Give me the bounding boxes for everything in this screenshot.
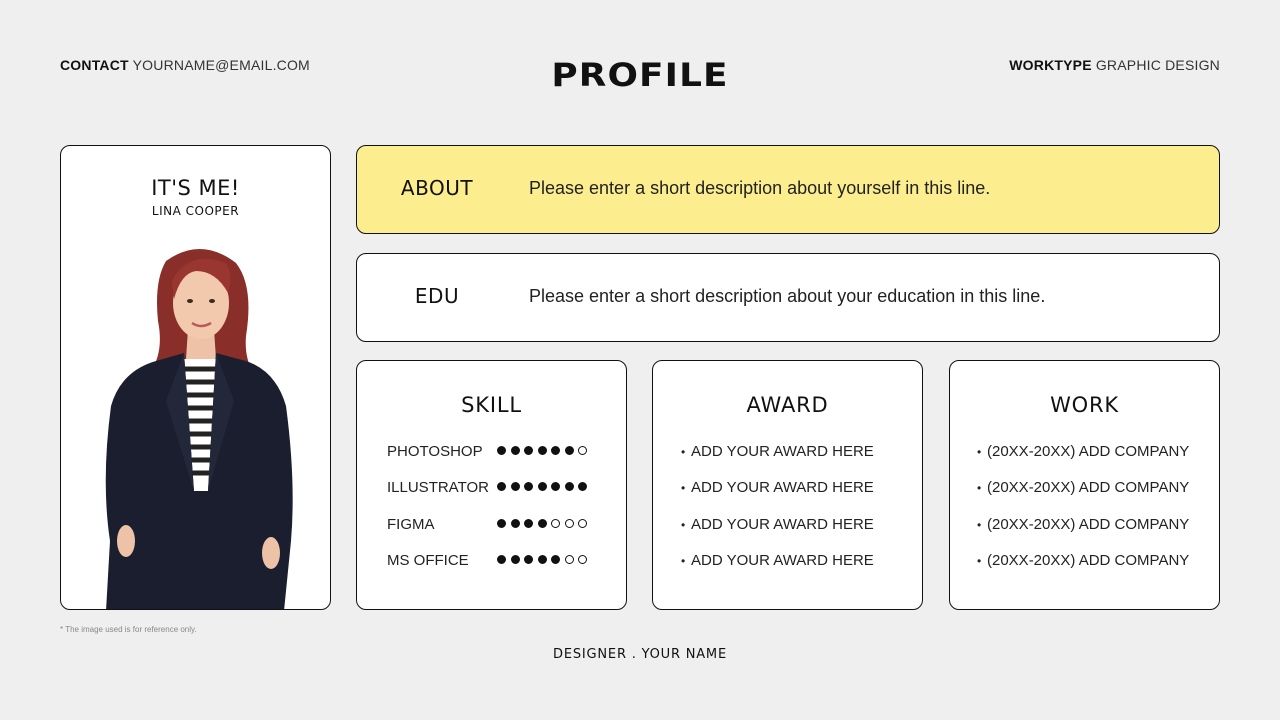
contact-label: CONTACT (60, 57, 129, 73)
skill-name: MS OFFICE (387, 551, 469, 569)
bullet-icon: • (681, 445, 686, 459)
work-card (949, 360, 1220, 610)
worktype-info (1009, 57, 1220, 73)
award-title: AWARD (746, 393, 829, 417)
award-item[interactable]: ADD YOUR AWARD HERE (691, 515, 874, 533)
skill-rating (497, 555, 587, 564)
award-item[interactable]: ADD YOUR AWARD HERE (691, 479, 874, 497)
rating-dot-empty (565, 555, 574, 564)
rating-dot-empty (578, 519, 587, 528)
rating-dot-empty (565, 519, 574, 528)
award-item[interactable]: ADD YOUR AWARD HERE (691, 443, 874, 460)
rating-dot-filled (524, 482, 533, 491)
page-title: PROFILE (551, 56, 729, 94)
about-card (356, 145, 1220, 234)
rating-dot-filled (551, 446, 560, 455)
award-item[interactable]: ADD YOUR AWARD HERE (691, 551, 874, 569)
work-list (950, 443, 1219, 588)
footer-designer: DESIGNER . YOUR NAME (553, 647, 727, 662)
contact-email[interactable]: YOURNAME@EMAIL.COM (132, 57, 310, 73)
profile-photo-card (60, 145, 331, 610)
list-item (950, 552, 1219, 588)
rating-dot-filled (565, 446, 574, 455)
rating-dot-filled (511, 519, 520, 528)
bullet-icon: • (977, 553, 982, 568)
rating-dot-filled (497, 519, 506, 528)
work-item[interactable]: (20XX-20XX) ADD COMPANY (987, 551, 1190, 569)
rating-dot-filled (578, 482, 587, 491)
skill-rating (497, 482, 587, 491)
list-item (653, 443, 922, 479)
bullet-icon: • (977, 481, 982, 496)
list-item (653, 516, 922, 552)
list-item (950, 516, 1219, 552)
work-title: WORK (1050, 393, 1119, 417)
rating-dot-empty (578, 555, 587, 564)
skill-rating (497, 519, 587, 528)
rating-dot-empty (551, 519, 560, 528)
rating-dot-filled (538, 446, 547, 455)
image-disclaimer: * The image used is for reference only. (60, 625, 197, 634)
profile-greeting: IT'S ME! (151, 176, 240, 200)
about-text[interactable]: Please enter a short description about yourself in this line. (529, 178, 991, 198)
skill-row (357, 479, 626, 515)
bullet-icon: • (977, 445, 982, 459)
rating-dot-filled (524, 446, 533, 455)
skill-title: SKILL (461, 393, 522, 417)
work-item[interactable]: (20XX-20XX) ADD COMPANY (987, 515, 1190, 533)
rating-dot-filled (551, 482, 560, 491)
rating-dot-filled (538, 519, 547, 528)
bullet-icon: • (681, 481, 686, 496)
profile-name: LINA COOPER (151, 204, 240, 218)
rating-dot-filled (511, 482, 520, 491)
rating-dot-filled (511, 555, 520, 564)
list-item (653, 552, 922, 588)
rating-dot-filled (511, 446, 520, 455)
list-item (950, 479, 1219, 515)
rating-dot-filled (497, 446, 506, 455)
work-item[interactable]: (20XX-20XX) ADD COMPANY (987, 443, 1190, 460)
bullet-icon: • (977, 517, 982, 532)
about-label: ABOUT (400, 176, 474, 200)
rating-dot-filled (524, 555, 533, 564)
rating-dot-filled (565, 482, 574, 491)
skill-list (357, 443, 626, 588)
skill-name: FIGMA (387, 515, 435, 533)
worktype-value: GRAPHIC DESIGN (1095, 57, 1220, 73)
skill-card (356, 360, 627, 610)
rating-dot-filled (497, 555, 506, 564)
rating-dot-filled (524, 519, 533, 528)
bullet-icon: • (681, 553, 686, 568)
skill-row (357, 443, 626, 479)
list-item (653, 479, 922, 515)
rating-dot-filled (538, 482, 547, 491)
skill-rating (497, 446, 587, 455)
skill-name: ILLUSTRATOR (387, 479, 489, 497)
edu-label: EDU (414, 284, 460, 308)
edu-card (356, 253, 1220, 342)
portrait-image (96, 241, 301, 610)
rating-dot-filled (551, 555, 560, 564)
edu-text[interactable]: Please enter a short description about your education in this line. (529, 286, 1046, 306)
award-list (653, 443, 922, 588)
rating-dot-empty (578, 446, 587, 455)
skill-name: PHOTOSHOP (387, 443, 483, 460)
list-item (950, 443, 1219, 479)
rating-dot-filled (497, 482, 506, 491)
skill-row (357, 552, 626, 588)
skill-row (357, 516, 626, 552)
award-card (652, 360, 923, 610)
bullet-icon: • (681, 517, 686, 532)
worktype-label: WORKTYPE (1009, 57, 1092, 73)
work-item[interactable]: (20XX-20XX) ADD COMPANY (987, 479, 1190, 497)
rating-dot-filled (538, 555, 547, 564)
